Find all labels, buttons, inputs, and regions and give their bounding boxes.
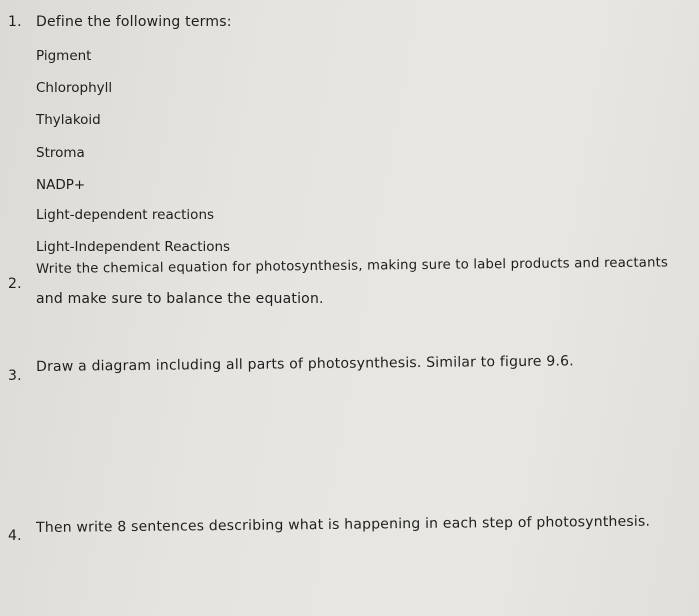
- term-chlorophyll: Chlorophyll: [36, 80, 113, 96]
- term-pigment: Pigment: [36, 48, 92, 64]
- question-2-text-line-2: and make sure to balance the equation.: [36, 291, 324, 307]
- question-2-text-line-1: Write the chemical equation for photosynthesis, making sure to label products and reactants: [36, 255, 669, 277]
- term-stroma: Stroma: [36, 145, 85, 161]
- question-4-text: Then write 8 sentences describing what is happening in each step of photosynthesis.: [36, 513, 651, 536]
- term-thylakoid: Thylakoid: [36, 112, 101, 128]
- question-1-text: Define the following terms:: [36, 14, 232, 30]
- term-light-dependent-reactions: Light-dependent reactions: [36, 207, 215, 223]
- question-4-number: 4.: [8, 528, 22, 544]
- question-2-number: 2.: [8, 276, 22, 292]
- term-light-independent-reactions: Light-Independent Reactions: [36, 239, 231, 255]
- term-nadp: NADP+: [36, 177, 86, 193]
- question-3-text: Draw a diagram including all parts of photosynthesis. Similar to figure 9.6.: [36, 353, 574, 375]
- question-1-number: 1.: [8, 14, 22, 30]
- question-3-number: 3.: [8, 368, 22, 384]
